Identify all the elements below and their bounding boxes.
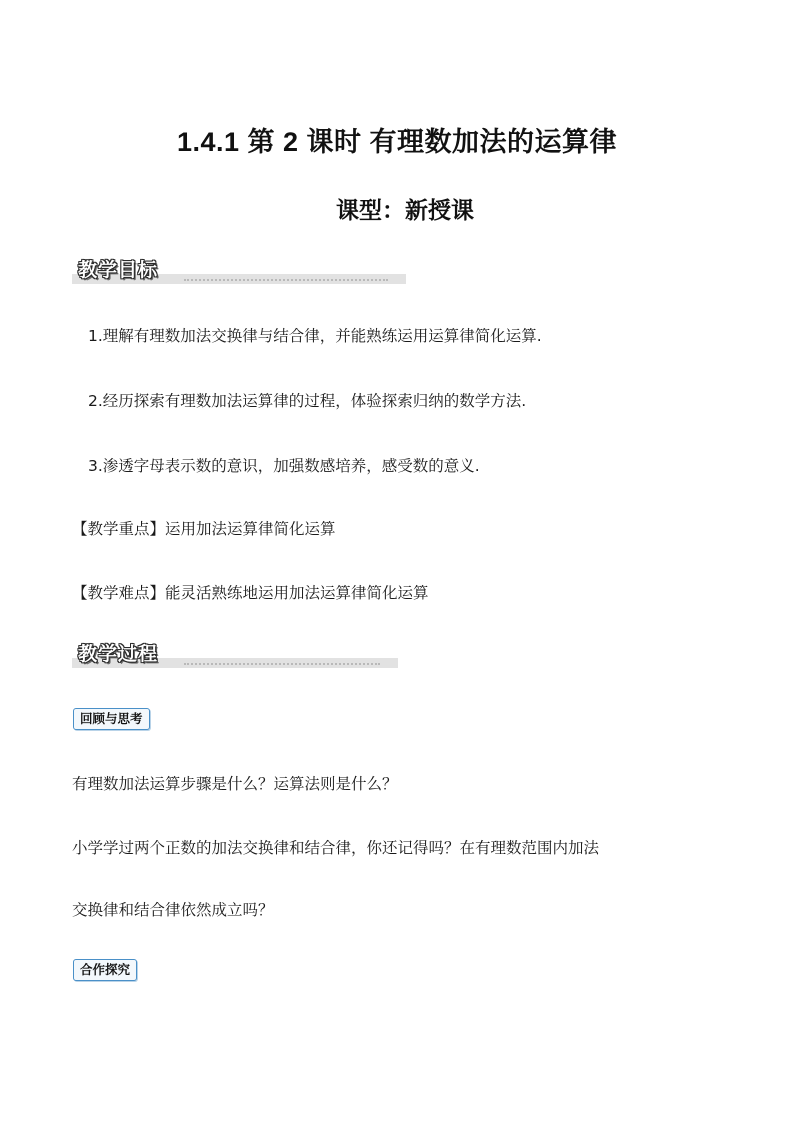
section-heading-objectives: 教学目标 bbox=[78, 259, 159, 281]
objective-item-2: 2.经历探索有理数加法运算律的过程，体验探索归纳的数学方法. bbox=[88, 392, 527, 410]
difficult-point: 【教学难点】能灵活熟练地运用加法运算律简化运算 bbox=[72, 584, 429, 602]
review-tag: 回顾与思考 bbox=[73, 708, 150, 730]
section-banner-objectives bbox=[72, 258, 406, 284]
review-question-1: 有理数加法运算步骤是什么？运算法则是什么？ bbox=[72, 775, 398, 793]
review-question-2-line-2: 交换律和结合律依然成立吗？ bbox=[72, 901, 274, 919]
section-heading-process: 教学过程 bbox=[78, 643, 159, 665]
explore-tag: 合作探究 bbox=[73, 959, 137, 981]
section-banner-process bbox=[72, 642, 398, 668]
objective-item-1: 1.理解有理数加法交换律与结合律，并能熟练运用运算律简化运算. bbox=[88, 327, 542, 345]
banner-dots bbox=[184, 663, 380, 665]
review-question-2-line-1: 小学学过两个正数的加法交换律和结合律，你还记得吗？在有理数范围内加法 bbox=[72, 839, 600, 857]
page-title: 1.4.1 第 2 课时 有理数加法的运算律 bbox=[176, 127, 618, 157]
lesson-type: 课型：新授课 bbox=[336, 198, 474, 224]
banner-dots bbox=[184, 279, 388, 281]
key-point: 【教学重点】运用加法运算律简化运算 bbox=[72, 520, 336, 538]
objective-item-3: 3.渗透字母表示数的意识，加强数感培养，感受数的意义. bbox=[88, 457, 480, 475]
